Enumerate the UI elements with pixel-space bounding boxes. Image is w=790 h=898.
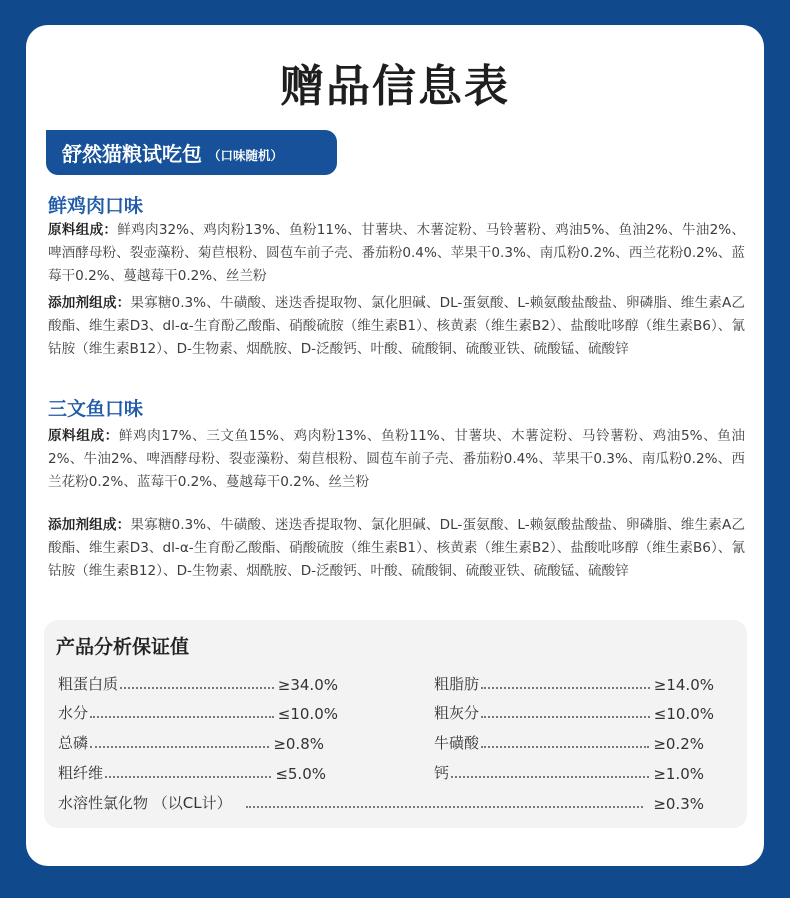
analysis-value: ≥14.0% [653, 676, 714, 694]
leader-dots [90, 716, 274, 718]
leader-dots [246, 806, 644, 808]
leader-dots [105, 776, 271, 778]
analysis-row-phosphorus [58, 731, 324, 753]
additives-text: 果寡糖0.3%、牛磺酸、迷迭香提取物、氯化胆碱、DL-蛋氨酸、L-赖氨酸盐酸盐、卵磷脂、维生素A乙酸酯、维生素D3、dl-α-生育酚乙酸酯、硝酸硫胺（维生素B1）、核黄素（维生素B2）、盐酸吡哆醇（维生素B6）、氰钴胺（维生素B12）、D-生物素、烟酰胺、D-泛酸钙、叶酸、硫酸铜、硫酸亚铁、硫酸锰、硫酸锌 [48, 295, 745, 357]
analysis-label: 水溶性氯化物 （以CL计） [58, 794, 232, 812]
additives-label: 添加剂组成： [48, 295, 131, 311]
analysis-value: ≤5.0% [275, 765, 326, 783]
analysis-value: ≥0.2% [653, 735, 704, 753]
additives-text: 果寡糖0.3%、牛磺酸、迷迭香提取物、氯化胆碱、DL-蛋氨酸、L-赖氨酸盐酸盐、卵磷脂、维生素A乙酸酯、维生素D3、dl-α-生育酚乙酸酯、硝酸硫胺（维生素B1）、核黄素（维生素B2）、盐酸吡哆醇（维生素B6）、氰钴胺（维生素B12）、D-生物素、烟酰胺、D-泛酸钙、叶酸、硫酸铜、硫酸亚铁、硫酸锰、硫酸锌 [48, 517, 745, 579]
leader-dots [481, 746, 649, 748]
analysis-value: ≤10.0% [653, 705, 714, 723]
leader-dots [451, 776, 649, 778]
analysis-value: ≥0.3% [653, 795, 704, 813]
analysis-label: 粗蛋白质 [58, 675, 119, 693]
analysis-row-calcium [434, 761, 704, 783]
analysis-label: 粗纤维 [58, 764, 104, 782]
analysis-row-taurine [434, 731, 704, 753]
salmon-ingredients [48, 425, 745, 494]
flavor-heading-chicken: 鲜鸡肉口味 [48, 195, 144, 217]
analysis-row-ash [434, 701, 714, 723]
analysis-value: ≥0.8% [273, 735, 324, 753]
page-title: 赠品信息表 [280, 61, 510, 112]
chicken-ingredients [48, 219, 745, 288]
ingredients-text: 鲜鸡肉17%、三文鱼15%、鸡肉粉13%、鱼粉11%、甘薯块、木薯淀粉、马铃薯粉、鸡油5%、鱼油2%、牛油2%、啤酒酵母粉、裂壶藻粉、菊苣根粉、圆苞车前子壳、番茄粉0.4%、苹果干0.3%、南瓜粉0.2%、西兰花粉0.2%、蓝莓干0.2%、蔓越莓干0.2%、丝兰粉 [48, 428, 746, 490]
analysis-row-protein [58, 672, 338, 694]
chicken-additives [48, 292, 745, 361]
product-name-banner [46, 130, 337, 175]
analysis-label: 钙 [434, 764, 450, 782]
analysis-row-fiber [58, 761, 326, 783]
analysis-value: ≥34.0% [277, 676, 338, 694]
analysis-label: 牛磺酸 [434, 734, 480, 752]
ingredients-label: 原料组成： [48, 428, 119, 444]
ingredients-label: 原料组成： [48, 222, 118, 238]
analysis-row-moisture [58, 701, 338, 723]
product-note: （口味随机） [208, 147, 284, 163]
leader-dots [120, 687, 274, 689]
flavor-heading-salmon: 三文鱼口味 [48, 398, 144, 420]
additives-label: 添加剂组成： [48, 517, 131, 533]
leader-dots [481, 687, 650, 689]
leader-dots [90, 746, 269, 748]
ingredients-text: 鲜鸡肉32%、鸡肉粉13%、鱼粉11%、甘薯块、木薯淀粉、马铃薯粉、鸡油5%、鱼油2%、牛油2%、啤酒酵母粉、裂壶藻粉、菊苣根粉、圆苞车前子壳、番茄粉0.4%、苹果干0.3%、南瓜粉0.2%、西兰花粉0.2%、蓝莓干0.2%、蔓越莓干0.2%、丝兰粉 [48, 222, 745, 284]
analysis-title: 产品分析保证值 [56, 636, 190, 658]
analysis-row-fat [434, 672, 714, 694]
salmon-additives [48, 514, 745, 583]
analysis-label: 水分 [58, 704, 89, 722]
analysis-row-chloride [58, 791, 704, 813]
analysis-label: 粗灰分 [434, 704, 480, 722]
analysis-value: ≤10.0% [277, 705, 338, 723]
analysis-value: ≥1.0% [653, 765, 704, 783]
leader-dots [481, 716, 650, 718]
analysis-label: 粗脂肪 [434, 675, 480, 693]
product-name: 舒然猫粮试吃包 [62, 142, 202, 166]
analysis-label: 总磷 [58, 734, 89, 752]
